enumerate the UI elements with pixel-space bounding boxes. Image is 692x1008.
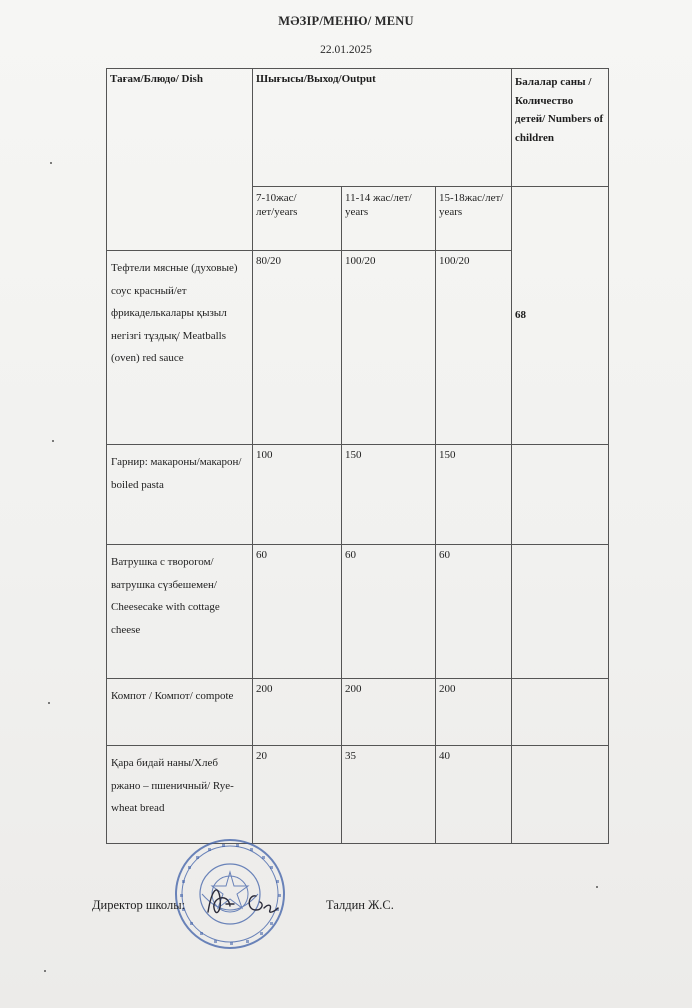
dish-cheesecake: Ватрушка с творогом/ ватрушка сүзбешемен/ Cheesecake with cottage cheese	[107, 545, 253, 679]
scan-speck	[48, 702, 50, 704]
signature-icon	[204, 878, 294, 924]
output-11-14: 150	[342, 445, 436, 545]
children-empty	[512, 445, 609, 545]
output-7-10: 20	[253, 746, 342, 844]
scan-speck	[50, 162, 52, 164]
output-7-10: 200	[253, 679, 342, 746]
output-column-header: Шығысы/Выход/Output	[253, 69, 512, 187]
output-7-10: 100	[253, 445, 342, 545]
scan-speck	[596, 886, 598, 888]
output-11-14: 60	[342, 545, 436, 679]
table-row	[107, 746, 609, 844]
output-7-10: 80/20	[253, 251, 342, 445]
dish-pasta: Гарнир: макароны/макарон/ boiled pasta	[107, 445, 253, 545]
output-7-10: 60	[253, 545, 342, 679]
scan-speck	[52, 440, 54, 442]
table-row	[107, 445, 609, 545]
menu-table	[106, 68, 609, 844]
output-15-18: 200	[436, 679, 512, 746]
age-group-7-10: 7-10жас/лет/years	[253, 187, 342, 251]
output-15-18: 150	[436, 445, 512, 545]
output-15-18: 40	[436, 746, 512, 844]
output-11-14: 100/20	[342, 251, 436, 445]
children-count: 68	[512, 187, 609, 445]
output-15-18: 60	[436, 545, 512, 679]
age-group-11-14: 11-14 жас/лет/ years	[342, 187, 436, 251]
director-name: Талдин Ж.С.	[326, 898, 394, 912]
dish-meatballs: Тефтели мясные (духовые) соус красный/ет фрикаделькалары қызыл негізгі тұздық/ Meatballs (oven) red sauce	[107, 251, 253, 445]
menu-date: 22.01.2025	[320, 44, 372, 56]
output-11-14: 200	[342, 679, 436, 746]
children-column-header: Балалар саны /Количество детей/ Numbers of children	[512, 69, 609, 187]
table-header-row	[107, 69, 609, 187]
dish-column-header: Тағам/Блюдо/ Dish	[107, 69, 253, 251]
director-label: Директор школы:	[92, 898, 186, 912]
scan-speck	[44, 970, 46, 972]
age-group-15-18: 15-18жас/лет/ years	[436, 187, 512, 251]
table-row	[107, 545, 609, 679]
table-row	[107, 679, 609, 746]
children-empty	[512, 679, 609, 746]
dish-bread: Қара бидай наны/Хлеб ржано – пшеничный/ Rye-wheat bread	[107, 746, 253, 844]
children-empty	[512, 545, 609, 679]
output-15-18: 100/20	[436, 251, 512, 445]
dish-compote: Компот / Компот/ compote	[107, 679, 253, 746]
page-title: МӘЗІР/МЕНЮ/ MENU	[278, 14, 414, 28]
output-11-14: 35	[342, 746, 436, 844]
children-empty	[512, 746, 609, 844]
